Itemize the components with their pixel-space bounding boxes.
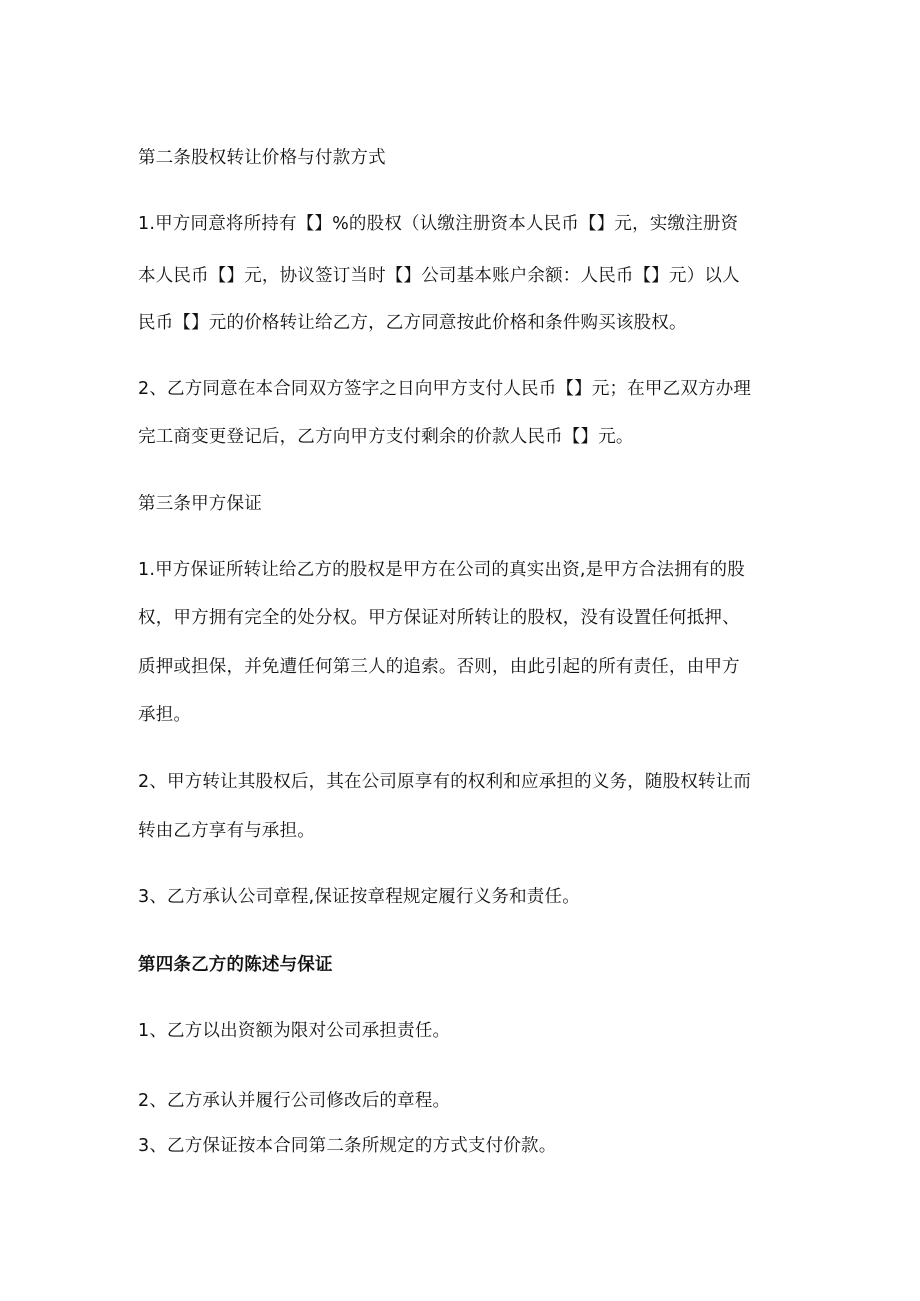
paragraph-line: 2、乙方承认并履行公司修改后的章程。	[138, 1091, 451, 1111]
paragraph-line: 转由乙方享有与承担。	[138, 821, 315, 841]
section-heading-article-3: 第三条甲方保证	[138, 494, 262, 514]
paragraph-line: 1.甲方同意将所持有【】%的股权（认缴注册资本人民币【】元，实缴注册资	[138, 214, 739, 234]
paragraph-line: 承担。	[138, 705, 192, 725]
paragraph-line: 2、乙方同意在本合同双方签字之日向甲方支付人民币【】元；在甲乙双方办理	[138, 379, 752, 399]
section-heading-article-2: 第二条股权转让价格与付款方式	[138, 148, 386, 168]
paragraph-line: 3、乙方承认公司章程,保证按章程规定履行义务和责任。	[138, 887, 580, 907]
paragraph-line: 2、甲方转让其股权后，其在公司原享有的权利和应承担的义务，随股权转让而	[138, 772, 752, 792]
paragraph-line: 1、乙方以出资额为限对公司承担责任。	[138, 1021, 451, 1041]
paragraph-line: 本人民币【】元，协议签订当时【】公司基本账户余额：人民币【】元）以人	[138, 266, 740, 286]
paragraph-line: 3、乙方保证按本合同第二条所规定的方式支付价款。	[138, 1136, 557, 1156]
paragraph-line: 完工商变更登记后，乙方向甲方支付剩余的价款人民币【】元。	[138, 427, 634, 447]
paragraph-line: 民币【】元的价格转让给乙方，乙方同意按此价格和条件购买该股权。	[138, 313, 687, 333]
paragraph-line: 权，甲方拥有完全的处分权。甲方保证对所转让的股权，没有设置任何抵押、	[138, 608, 740, 628]
section-heading-article-4: 第四条乙方的陈述与保证	[138, 955, 333, 975]
paragraph-line: 1.甲方保证所转让给乙方的股权是甲方在公司的真实出资,是甲方合法拥有的股	[138, 560, 745, 580]
paragraph-line: 质押或担保，并免遭任何第三人的追索。否则，由此引起的所有责任，由甲方	[138, 657, 740, 677]
